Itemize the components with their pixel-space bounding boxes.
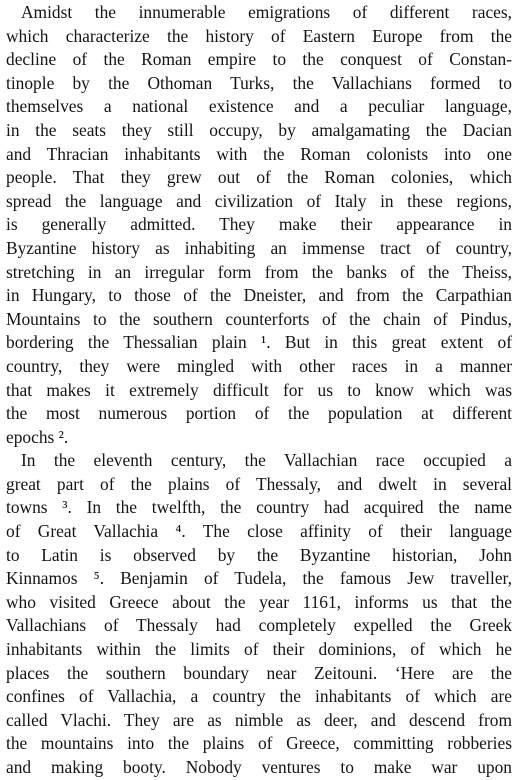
paragraph-2 [6, 449, 512, 779]
text-line: stretching in an irregular form from the banks of the Theiss, [6, 261, 512, 282]
text-line: the most numerous portion of the population at different [6, 403, 512, 424]
text-line: and making booty. Nobody ventures to make war upon [6, 757, 512, 777]
text-line: tinople by the Othoman Turks, the Vallachians formed to [6, 72, 512, 93]
text-line: confines of Vallachia, a country the inhabitants of which are [6, 686, 512, 707]
text-line: themselves a national existence and a peculiar language, [6, 96, 512, 117]
text-line: that makes it extremely difficult for us to know which was [6, 379, 512, 400]
text-line: epochs ². [6, 426, 69, 447]
text-line: Byzantine history as inhabiting an immense tract of country, [6, 237, 512, 258]
text-line: decline of the Roman empire to the conquest of Constan- [6, 49, 512, 70]
text-line: towns ³. In the twelfth, the country had acquired the name [6, 497, 512, 518]
text-line: who visited Greece about the year 1161, informs us that the [6, 591, 512, 612]
text-line: In the eleventh century, the Vallachian race occupied a [21, 450, 512, 471]
text-line: bordering the Thessalian plain ¹. But in this great extent of [6, 332, 512, 353]
text-line: and Thracian inhabitants with the Roman colonists into one [6, 143, 512, 164]
text-line: great part of the plains of Thessaly, and dwelt in several [6, 473, 512, 494]
text-line: Mountains to the southern counterforts of the chain of Pindus, [6, 308, 512, 329]
text-line: inhabitants within the limits of their dominions, of which he [6, 639, 512, 660]
text-line: which characterize the history of Eastern Europe from the [6, 25, 512, 46]
text-line: is generally admitted. They make their appearance in [6, 214, 512, 235]
paragraph-1 [6, 1, 512, 449]
text-line: places the southern boundary near Zeitouni. ‘Here are the [6, 662, 512, 683]
text-line: Kinnamos ⁵. Benjamin of Tudela, the famous Jew traveller, [6, 568, 512, 589]
document-page [6, 0, 512, 777]
text-line: Vallachians of Thessaly had completely expelled the Greek [6, 615, 512, 636]
text-line: the mountains into the plains of Greece, committing robberies [6, 733, 512, 754]
text-line: people. That they grew out of the Roman colonies, which [6, 167, 512, 188]
text-line: called Vlachi. They are as nimble as deer, and descend from [6, 709, 512, 730]
text-line: Amidst the innumerable emigrations of different races, [21, 2, 512, 22]
text-line: in Hungary, to those of the Dneister, and from the Carpathian [6, 285, 512, 306]
text-line: in the seats they still occupy, by amalgamating the Dacian [6, 119, 512, 140]
text-line: of Great Vallachia ⁴. The close affinity of their language [6, 521, 512, 542]
text-line: to Latin is observed by the Byzantine historian, John [6, 544, 512, 565]
text-line: country, they were mingled with other races in a manner [6, 355, 512, 376]
text-line: spread the language and civilization of Italy in these regions, [6, 190, 512, 211]
